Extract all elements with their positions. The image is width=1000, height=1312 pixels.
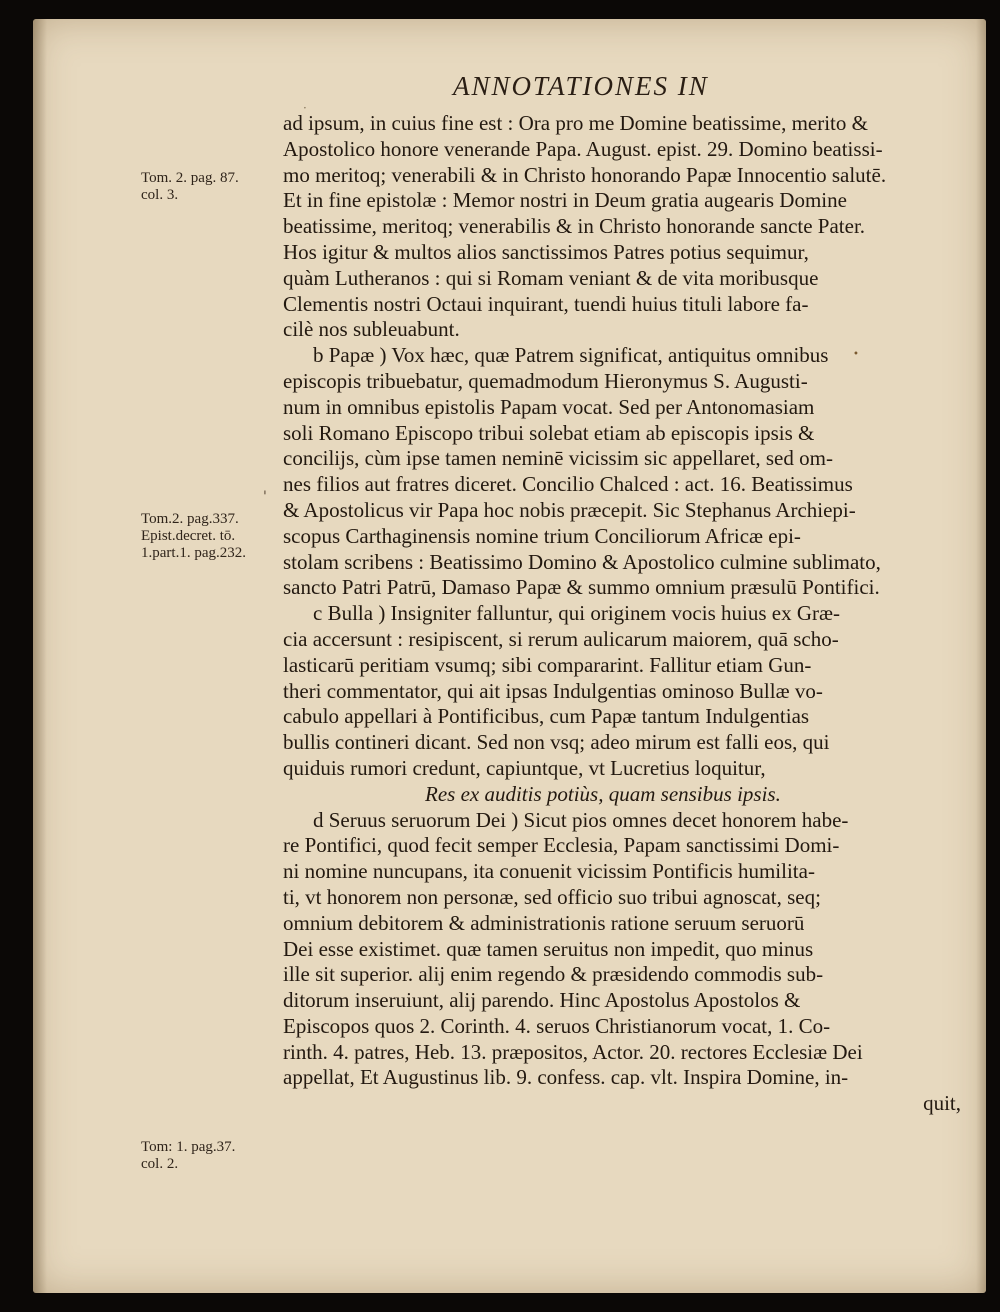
text-line: num in omnibus epistolis Papam vocat. Sed per Antonomasiam (283, 394, 815, 419)
text-line: scopus Carthaginensis nomine trium Conciliorum Africæ epi- (283, 523, 801, 548)
text-line: cilè nos subleuabunt. (283, 317, 460, 342)
text-line: ad ipsum, in cuius fine est : Ora pro me Domine beatissime, merito & (283, 111, 868, 135)
text-line: ditorum inseruiunt, alij parendo. Hinc Apostolus Apostolos & (283, 988, 801, 1013)
text-line: Episcopos quos 2. Corinth. 4. seruos Christianorum vocat, 1. Co- (283, 1013, 831, 1038)
text-line: ille sit superior. alij enim regendo & præsidendo commodis sub- (283, 962, 824, 987)
margin-note-2 (141, 511, 291, 562)
book-page (33, 19, 986, 1293)
text-line: Dei esse existimet. quæ tamen seruitus non impedit, quo minus (283, 936, 814, 961)
text-line: lasticarū peritiam vsumq; sibi compararint. Fallitur etiam Gun- (283, 652, 812, 677)
text-line-note-d: d Seruus seruorum Dei ) Sicut pios omnes decet honorem habe- (313, 807, 849, 832)
text-line: mo meritoq; venerabili & in Christo honorando Papæ Innocentio salutē. (283, 162, 887, 187)
text-line: Clementis nostri Octaui inquirant, tuendi huius tituli labore fa- (283, 291, 809, 316)
margin-note-line: col. 2. (141, 1156, 179, 1172)
text-line: & Apostolicus vir Papa hoc nobis præcepit. Sic Stephanus Archiepi- (283, 497, 856, 522)
text-line: stolam scribens : Beatissimo Domino & Apostolico culmine sublimato, (283, 549, 881, 574)
ink-speck: · (303, 101, 307, 115)
verse-quotation: Res ex auditis potiùs, quam sensibus ipsis. (425, 781, 781, 806)
page-shadow-left (33, 19, 47, 1293)
margin-note-line: Epist.decret. tō. (141, 528, 236, 544)
text-line: ti, vt honorem non personæ, sed officio suo tribui agnoscat, seq; (283, 884, 821, 909)
ink-tick: ' (263, 489, 267, 505)
running-head: ANNOTATIONES IN (453, 71, 709, 101)
text-line: bullis contineri dicant. Sed non vsq; adeo mirum est falli eos, qui (283, 730, 830, 755)
margin-note-1 (141, 170, 291, 204)
text-line: theri commentator, qui ait ipsas Indulgentias ominoso Bullæ vo- (283, 678, 823, 703)
text-line: quàm Lutheranos : qui si Romam veniant & de vita moribusque (283, 265, 819, 290)
text-line: beatissime, meritoq; venerabilis & in Christo honorande sancte Pater. (283, 214, 866, 239)
text-line: appellat, Et Augustinus lib. 9. confess. cap. vlt. Inspira Domine, in- (283, 1065, 849, 1090)
margin-note-3 (141, 1139, 291, 1173)
text-line: cabulo appellari à Pontificibus, cum Papæ tantum Indulgentias (283, 704, 810, 729)
text-line-note-c: c Bulla ) Insigniter falluntur, qui originem vocis huius ex Græ- (313, 601, 840, 626)
page-shadow-right (976, 19, 986, 1293)
text-line: Et in fine epistolæ : Memor nostri in Deum gratia augearis Domine (283, 188, 847, 213)
text-line: episcopis tribuebatur, quemadmodum Hieronymus S. Augusti- (283, 368, 808, 393)
text-line: soli Romano Episcopo tribui solebat etiam ab episcopis ipsis & (283, 420, 815, 445)
text-line-note-b: b Papæ ) Vox hæc, quæ Patrem significat, antiquitus omnibus (313, 343, 829, 368)
text-line: omnium debitorem & administrationis ratione seruum seruorū (283, 910, 805, 935)
text-line: concilijs, cùm ipse tamen neminē vicissim sic appellaret, sed om- (283, 446, 833, 471)
margin-note-line: Tom. 2. pag. 87. (141, 170, 239, 186)
text-line: quiduis rumori credunt, capiuntque, vt Lucretius loquitur, (283, 755, 766, 780)
text-line: re Pontifici, quod fecit semper Ecclesia, Papam sanctissimi Domi- (283, 833, 840, 858)
margin-note-line: col. 3. (141, 187, 179, 203)
text-line: cia accersunt : resipiscent, si rerum aulicarum maiorem, quā scho- (283, 626, 839, 651)
text-line: Hos igitur & multos alios sanctissimos Patres potius sequimur, (283, 239, 809, 264)
margin-note-line: 1.part.1. pag.232. (141, 545, 246, 561)
text-line: ni nomine nuncupans, ita conuenit vicissim Pontificis humilita- (283, 859, 815, 884)
catchword: quit, (923, 1091, 961, 1116)
text-line: sancto Patri Patrū, Damaso Papæ & summo omnium præsulū Pontifici. (283, 575, 880, 600)
main-text-block (283, 111, 967, 1117)
text-line: rinth. 4. patres, Heb. 13. præpositos, Actor. 20. rectores Ecclesiæ Dei (283, 1039, 863, 1064)
margin-note-line: Tom: 1. pag.37. (141, 1139, 236, 1155)
ink-speck: • (853, 349, 859, 360)
text-line: nes filios aut fratres diceret. Concilio Chalced : act. 16. Beatissimus (283, 472, 853, 497)
text-line: Apostolico honore venerande Papa. August. epist. 29. Domino beatissi- (283, 136, 883, 161)
margin-note-line: Tom.2. pag.337. (141, 511, 239, 527)
